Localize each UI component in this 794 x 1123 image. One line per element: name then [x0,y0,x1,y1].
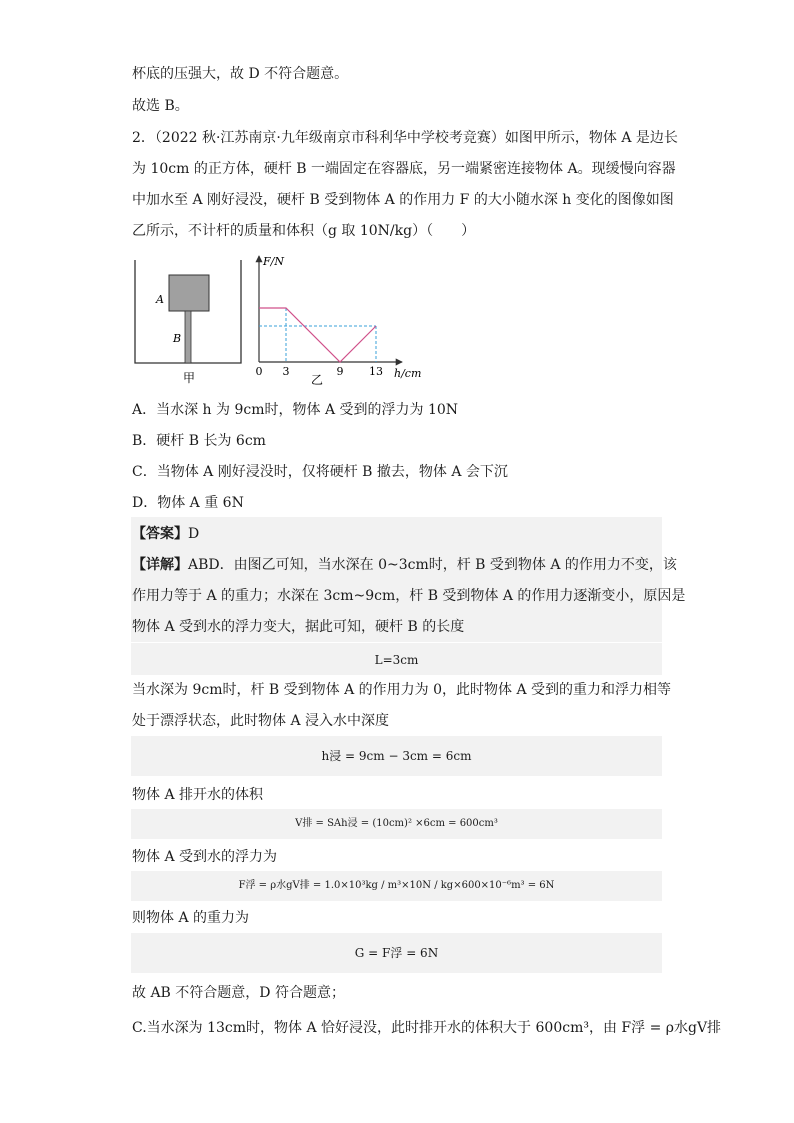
x-tick-label: 3 [282,365,290,378]
equation-4: F浮 = ρ水gV排 = 1.0×10³kg / m³×10N / kg×600×10⁻⁶m³ = 6N [238,880,555,891]
detail-line-10: C.当水深为 13cm时，物体 A 恰好浸没，此时排开水的体积大于 600cm³，由 F浮 = ρ水gV排 [132,1020,722,1036]
answer-value: D [188,526,200,542]
question-line-1: 2．（2022 秋·江苏南京·九年级南京市科利华中学校考竞赛）如图甲所示，物体 A 是边长 [132,130,678,146]
answer-label: 【答案】 [132,526,188,542]
question-line-3: 中加水至 A 刚好浸没，硬杆 B 受到物体 A 的作用力 F 的大小随水深 h 变化的图像如图 [132,192,674,208]
detail-line-3: 物体 A 受到水的浮力变大，据此可知，硬杆 B 的长度 [132,619,465,635]
answer-line [132,524,199,544]
question-line-2: 为 10cm 的正方体，硬杆 B 一端固定在容器底，另一端紧密连接物体 A。现缓慢向容器 [132,161,676,177]
option-b: B．硬杆 B 长为 6cm [132,433,266,449]
label-a: A [156,293,164,306]
detail-line-2: 作用力等于 A 的重力；水深在 3cm~9cm，杆 B 受到物体 A 的作用力逐渐变小，原因是 [132,588,686,604]
option-a: A．当水深 h 为 9cm时，物体 A 受到的浮力为 10N [132,402,459,418]
detail-label: 【详解】 [132,557,188,573]
detail-line-9: 故 AB 不符合题意，D 符合题意； [132,985,345,1001]
equation-3: V排 = SAh浸 = (10cm)² ×6cm = 600cm³ [295,818,498,829]
y-axis-label: F/N [263,255,284,268]
detail-line-4: 当水深为 9cm时，杆 B 受到物体 A 的作用力为 0，此时物体 A 受到的重力和浮力相等 [132,682,672,698]
question-line-4: 乙所示，不计杆的质量和体积（g 取 10N/kg）（ ） [132,223,476,239]
equation-5: G = F浮 = 6N [354,946,439,960]
caption-yi: 乙 [311,373,324,387]
detail-line-6: 物体 A 排开水的体积 [132,787,264,803]
force-series-line [259,308,376,362]
option-c: C．当物体 A 刚好浸没时，仅将硬杆 B 撤去，物体 A 会下沉 [132,464,508,480]
detail-line-8: 则物体 A 的重力为 [132,910,250,926]
equation-2: h浸 = 9cm − 3cm = 6cm [321,749,472,763]
x-tick-label: 9 [336,365,344,378]
object-a-block [169,275,209,311]
rod-b [185,311,191,363]
detail-line-5: 处于漂浮状态，此时物体 A 浸入水中深度 [132,713,390,729]
detail-line-7: 物体 A 受到水的浮力为 [132,849,278,865]
x-tick-label: 0 [255,365,263,378]
detail-line-1: 【详解】ABD．由图乙可知，当水深在 0~3cm时，杆 B 受到物体 A 的作用力不变，该 [132,557,677,573]
equation-1: L=3cm [374,653,419,667]
caption-jia: 甲 [183,371,196,385]
prev-answer-line-1: 杯底的压强大，故 D 不符合题意。 [132,66,349,82]
x-axis-label: h/cm [394,367,422,380]
option-d: D．物体 A 重 6N [132,495,244,511]
prev-answer-line-2: 故选 B。 [132,98,189,114]
chart-yi [252,250,422,388]
label-b: B [173,332,182,345]
figure-jia [130,255,250,390]
x-tick-label: 13 [369,365,383,378]
